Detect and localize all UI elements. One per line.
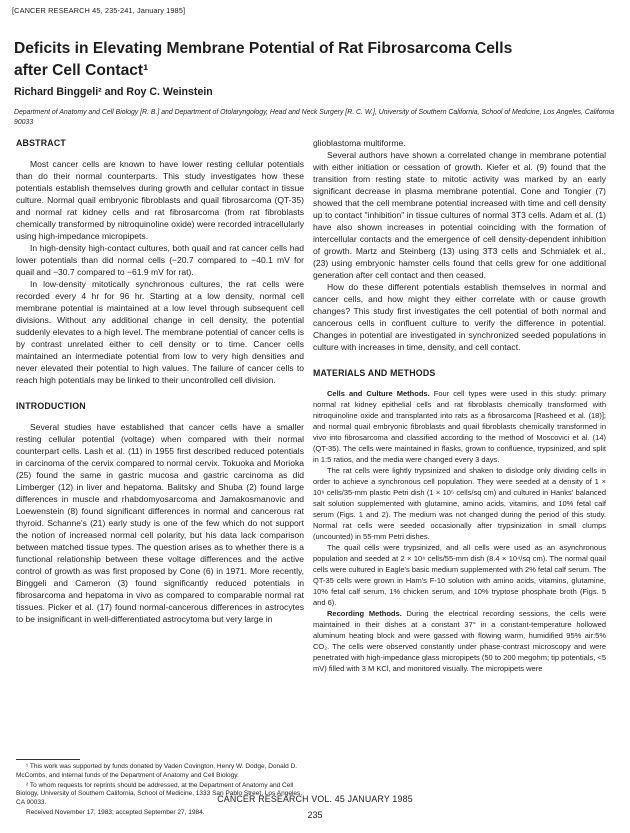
right-column — [313, 137, 606, 674]
methods-paragraph: The quail cells were trypsinized, and all cells were used as an asynchronous population and seeded at 2 × 10⁶ cells/55-mm dish (8.4 × 10⁴/sq cm). The normal quail cells were cultured in Eagle's basic medium supplemented with 2% fetal calf serum. The QT-35 cells were grown in Ham's F-10 solution with amino acids, vitamins, glutamine, 10% fetal calf serum, 1% chicken serum, and 10% tryptose phosphate broth (Figs. 5 and 6). — [313, 543, 606, 607]
abstract-paragraph: In high-density high-contact cultures, both quail and rat cancer cells had lower potentials than did normal cells (−20.7 compared to −40.1 mV for quail and −30.7 compared to −61.9 mV for rat). — [16, 243, 304, 277]
methods-paragraph: The rat cells were lightly trypsinized and shaken to dislodge only dividing cells in order to achieve a synchronous cell population. They were seeded at a density of 1 × 10⁶ cells/35-mm plastic Petri dish (1 × 10⁵ cells/sq cm) and cultured in Hanks' balanced salt solution supplemented with glutamine, amino acids, vitamins, and 10% fetal calf serum (Figs. 1 and 2). The medium was not changed during the period of this study. Normal rat cells were seeded occasionally after trypsinization in small clumps (uncounted) in 55-mm Petri dishes. — [313, 466, 606, 541]
introduction-paragraph: How do these different potentials establish themselves in normal and cancer cells, and how might they either correlate with or cause growth changes? This study first investigates the cell potential of both normal and cancerous cells in confluent culture to verify the difference in potential. Changes in potential are investigated in synchronized seeded populations in culture with increases in time, density, and cell contact. — [313, 282, 606, 352]
abstract-heading: ABSTRACT — [16, 138, 66, 148]
footnote-rule — [16, 759, 80, 760]
page-number: 235 — [307, 810, 323, 820]
subsection-label: Cells and Culture Methods. — [327, 389, 430, 398]
author-line: Richard Binggeli² and Roy C. Weinstein — [14, 86, 213, 98]
subsection-label: Recording Methods. — [327, 609, 402, 618]
abstract-paragraph: Most cancer cells are known to have lower resting cellular potentials than do their normal counterparts. This study investigates how these potentials establish themselves during growth and cellular contact in tissue culture. Normal quail embryonic fibroblasts and quail fibrosarcoma (QT-35) and normal rat kidney cells and rat fibrosarcoma (from rat fibroblasts chemically transformed by nitroquinoline oxide) were recorded intracellularly using high-impedance micropipets. — [16, 159, 304, 241]
introduction-heading: INTRODUCTION — [16, 401, 86, 411]
running-header: [CANCER RESEARCH 45, 235-241, January 1985] — [12, 6, 186, 15]
affiliation: Department of Anatomy and Cell Biology [R. B.] and Department of Otolaryngology, Head and Neck Surgery [R. C. W.], University of Southern California, School of Medicine, Los Angeles, California 90033 — [14, 109, 615, 126]
methods-paragraph: Cells and Culture Methods. Four cell types were used in this study: primary normal rat kidney epithelial cells and rat fibroblasts chemically transformed with nitroquinoline oxide and transplanted into rats as a fibrosarcoma [Rasheed et al. (18)]; and normal quail embryonic fibroblasts and quail fibroblasts chemically transformed in vivo into fibrosarcoma and classified according to the method of Moscovici et al. (14) (QT-35). The cells were maintained in flasks, grown to confluence, trypsinized, and split in 1:5 ratios, and the media were changed every 3 days. — [313, 389, 606, 464]
methods-paragraph: Recording Methods. During the electrical recording sessions, the cells were maintained in their dishes at a constant 37° in a constant-temperature hollowed aluminum heating block and were gassed with flowing warm, humidified 95% air:5% CO₂. The cells were observed constantly under phase-contrast microscopy and were penetrated with high-impedance glass micropipets (50 to 200 megohm; tip potentials, <5 mV) filled with 3 M KCl, and monitored visually. The micropipets were — [313, 609, 606, 673]
continued-text: glioblastoma multiforme. — [313, 138, 406, 148]
title-line-2: after Cell Contact¹ — [14, 62, 149, 79]
footnote: ¹ This work was supported by funds donated by Vaden Covington, Henry W. Dodge, Donald D. McCombs, and internal funds of the Department of Anatomy and Cell Biology. — [16, 763, 298, 779]
introduction-paragraph: Several studies have established that cancer cells have a smaller resting cellular potential (voltage) when compared with their normal counterpart cells. Lash et al. (11) in 1955 first described reduced potentials in carcinoma of the cervix compared to normal cervix. Tokuoka and Morioka (25) found the same in gastric mucosa and gastric carcinoma as did Limberger (12) in liver and hepatoma. Balitsky and Shuba (2) found large differences in muscle and rhabdomyosarcoma and Jamakosmanovic and Loewenstein (8) found significant differences in normal and cancerous rat thyroid. Schanne's (21) early study is one of the few which do not support the notion of increased normal cell polarity, but his data lack comparison between matched tissue types. The question arises as to whether there is a functional relationship between these voltage differences and the active control of growth as was first proposed by Cone (6) in 1971. More recently, Binggeli and Cameron (3) found significantly reduced potentials in fibrosarcoma and hepatoma in vivo as compared to comparable normal rat tissues. Picker et al. (17) found normal-cancerous differences in astrocytes to be insignificant in well-differentiated astrocytoma but very large in — [16, 422, 304, 624]
introduction-paragraph: Several authors have shown a correlated change in membrane potential with either initiation or cessation of growth. Kiefer et al. (9) found that the transition from resting state to mitotic activity was marked by an early significant decrease in plasma membrane potential. Cone and Tongier (7) showed that the cell membrane potential increased with time and cell density up to contact "inhibition" in tissue cultures of normal 3T3 cells. Adam et al. (1) have also shown increases in potential coinciding with the formation of intercellular contacts and the emergence of cell density-dependent inhibition of growth. Martz and Steinberg (13) using 3T3 cells and Schmialek et al., (23) using embryonic hamster cells found that cells grew for one additional generation after cell contact and then ceased. — [313, 150, 606, 280]
title-line-1: Deficits in Elevating Membrane Potential of Rat Fibrosarcoma Cells — [14, 40, 513, 57]
left-column — [16, 137, 304, 625]
methods-body — [313, 388, 606, 674]
journal-footer: CANCER RESEARCH VOL. 45 JANUARY 1985 — [217, 794, 413, 804]
article-title — [14, 38, 614, 82]
footnote: ² To whom requests for reprints should be addressed, at the Department of Anatomy and Cell Biology, University of Southern California, School of Medicine, 1333 San Pablo Street, Los Angeles, CA 90033. — [16, 781, 303, 807]
abstract-paragraph: In low-density mitotically synchronous cultures, the rat cells were recorded every 4 hr for 96 hr. Starting at a low density, normal cell membrane potential is maintained at a low level through subsequent cell divisions. Without any additional change in cell density, the potential suddenly elevates to a high level. The membrane potential of cancer cells is by contrast unrelated either to cell density or to time. Cancer cells maintained an intermediate potential from low to very high densities and never elevated their potential to high values. The failure of cancer cells to reach high potentials may be linked to their uncontrolled cell division. — [16, 279, 304, 385]
received-note: Received November 17, 1983; accepted September 27, 1984. — [26, 808, 205, 816]
methods-heading: MATERIALS AND METHODS — [313, 368, 436, 378]
